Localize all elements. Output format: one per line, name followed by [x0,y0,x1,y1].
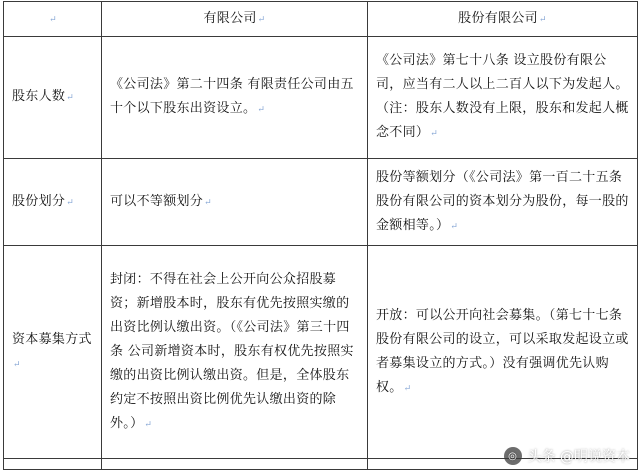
paragraph-mark-icon: ↵ [257,105,266,115]
table-row [4,246,638,459]
limited-company-cell [102,246,368,459]
header-cell-joint-stock-company [368,2,638,37]
row-label-cell [4,246,102,459]
header-cell-limited-company [102,2,368,37]
table-row [4,159,638,246]
watermark-logo-icon: ◎ [504,447,522,465]
limited-shareholder-count-text: 《公司法》第二十四条 有限责任公司由五十个以下股东出资设立。 [110,77,354,116]
joint-stock-company-cell [368,159,638,246]
paragraph-mark-icon: ↵ [49,14,57,25]
row-label-shareholder-count: 股东人数 [12,89,66,104]
joint-stock-capital-raising-text: 开放：可以公开向社会募集。（第七十七条 股份有限公司的设立，可以采取发起设立或者募集设立的方式。）没有强调优先认购权。 [376,307,629,395]
row-label-capital-raising: 资本募集方式 [12,331,92,347]
paragraph-mark-icon: ↵ [403,383,412,394]
paragraph-mark-icon: ↵ [450,221,459,232]
header-cell-empty [4,2,102,37]
joint-stock-company-cell [368,37,638,159]
watermark-text: 头条 @明说资本 [527,449,630,465]
partial-cell [4,459,102,470]
paragraph-mark-icon: ↵ [430,129,439,139]
header-joint-stock-company-text: 股份有限公司 [458,10,538,26]
partial-cell [102,459,368,470]
paragraph-mark-icon: ↵ [66,93,75,103]
joint-stock-share-division-text: 股份等额划分（《公司法》第一百二十五条 股份有限公司的资本划分为股份，每一股的金额相等。） [376,169,629,233]
row-label-cell [4,159,102,246]
limited-share-division-text: 可以不等额划分 [110,193,204,209]
joint-stock-shareholder-count-text: 《公司法》第七十八条 设立股份有限公司，应当有二人以上二百人以下为发起人。（注：股东人数没有上限，股东和发起人概念不同） [376,53,629,140]
watermark [504,446,630,466]
limited-company-cell [102,159,368,246]
paragraph-mark-icon: ↵ [257,14,266,25]
table-header-row [4,2,638,37]
paragraph-mark-icon: ↵ [204,197,212,208]
joint-stock-company-cell [368,246,638,459]
comparison-table [3,1,638,470]
limited-capital-raising-text: 封闭：不得在社会上公开向公众招股募资；新增股本时，股东有优先按照实缴的出资比例认缴出资。（《公司法》第三十四条 公司新增资本时，股东有权优先按照实缴的出资比例认缴出资。但是，全体股东约定不按照出资比例优先认缴出资的除外。） [110,271,354,431]
paragraph-mark-icon: ↵ [66,197,75,208]
row-label-cell [4,37,102,159]
table-row [4,37,638,159]
paragraph-mark-icon: ↵ [144,419,153,430]
paragraph-mark-icon: ↵ [538,14,547,25]
row-label-share-division: 股份划分 [12,193,66,209]
paragraph-mark-icon: ↵ [13,359,21,370]
limited-company-cell [102,37,368,159]
header-limited-company-text: 有限公司 [203,10,257,26]
